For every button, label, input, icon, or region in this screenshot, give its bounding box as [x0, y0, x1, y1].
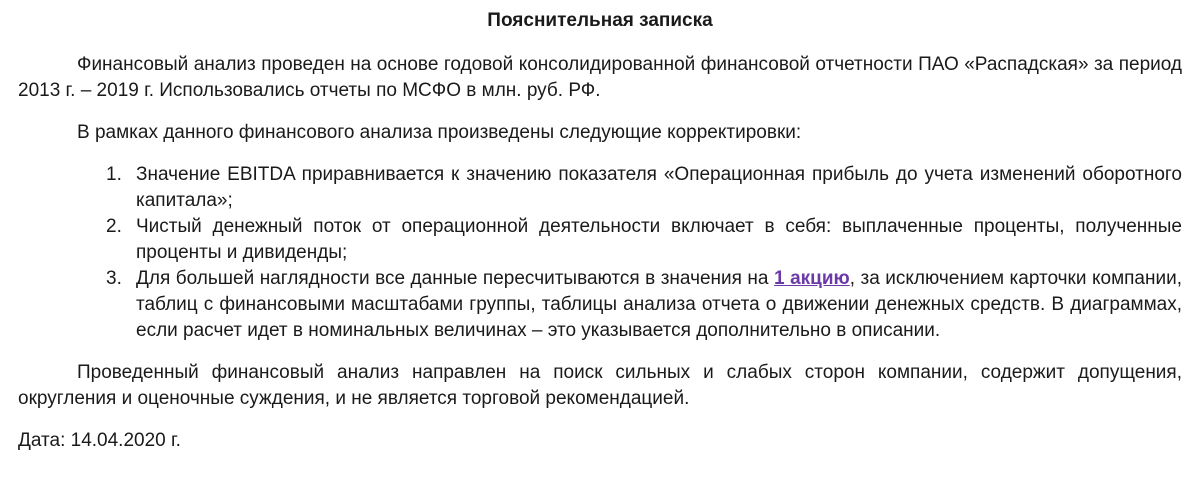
list-item — [18, 266, 1182, 344]
document-title: Пояснительная записка — [487, 10, 713, 31]
list-item-text: Чистый денежный поток от операционной деятельности включает в себя: выплаченные проценты, полученные проценты и дивиденды; — [136, 216, 1182, 263]
conclusion-paragraph: Проведенный финансовый анализ направлен на поиск сильных и слабых сторон компании, содержит допущения, округления и оценочные суждения, и не является торговой рекомендацией. — [18, 362, 1182, 409]
document-date: Дата: 14.04.2020 г. — [18, 430, 181, 451]
list-item-number: 2. — [106, 216, 122, 237]
per-share-link[interactable]: 1 акцию — [774, 268, 850, 289]
adjustments-intro: В рамках данного финансового анализа произведены следующие корректировки: — [77, 122, 802, 143]
list-item-text-after: , за исключением карточки компании, таблиц с финансовыми масштабами группы, таблицы анализа отчета о движении денежных средств. В диаграммах, если расчет идет в номинальных величинах – это указывается дополнительно в описании. — [136, 268, 1182, 341]
list-item — [18, 214, 1182, 266]
adjustments-list — [18, 162, 1182, 344]
list-item-text: Значение EBITDA приравнивается к значению показателя «Операционная прибыль до учета изменений оборотного капитала»; — [136, 164, 1182, 211]
list-item-number: 1. — [106, 164, 122, 185]
list-item-number: 3. — [106, 268, 122, 289]
list-item — [18, 162, 1182, 214]
list-item-text-before: Для большей наглядности все данные пересчитываются в значения на — [136, 268, 774, 289]
intro-paragraph: Финансовый анализ проведен на основе годовой консолидированной финансовой отчетности ПАО «Распадская» за период 2013 г. – 2019 г. Использовались отчеты по МСФО в млн. руб. РФ. — [18, 54, 1182, 101]
document — [18, 8, 1182, 454]
